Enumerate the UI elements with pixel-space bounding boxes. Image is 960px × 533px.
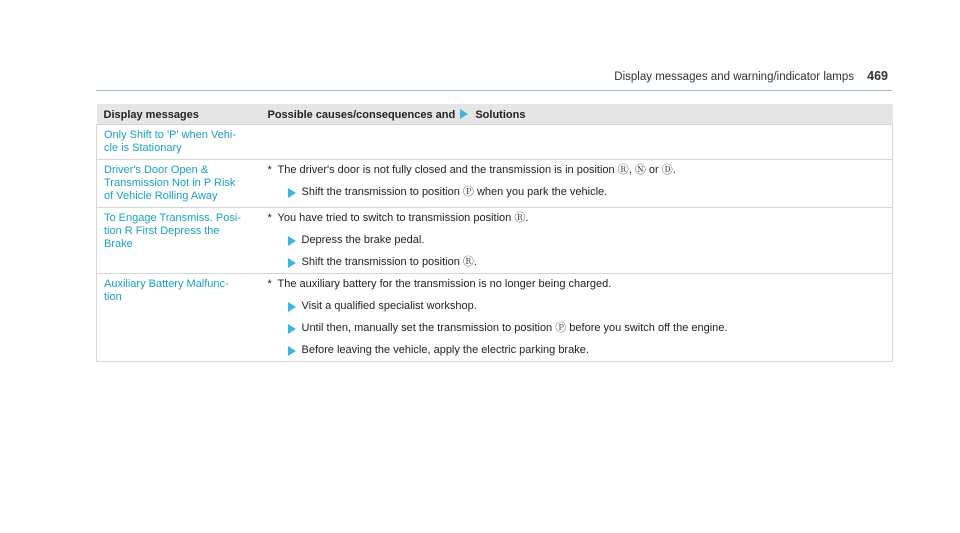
solution-item: [268, 300, 886, 313]
play-arrow-icon: [288, 346, 296, 356]
page-header: [96, 66, 892, 91]
play-arrow-icon: [460, 109, 468, 119]
cause-text: The driver's door is not fully closed and the transmission is in position Ⓡ, Ⓝ or Ⓓ.: [277, 164, 676, 176]
solution-item: [268, 322, 886, 335]
table-row: [97, 160, 893, 208]
solution-text: Shift the transmission to position Ⓟ when you park the vehicle.: [301, 186, 608, 198]
causes-solutions: [261, 125, 893, 160]
cause-item: [268, 212, 886, 225]
column-header-solutions-text: Solutions: [475, 108, 526, 121]
display-message: [97, 208, 261, 274]
solution-text: Until then, manually set the transmission to position Ⓟ before you switch off the engine.: [301, 322, 728, 334]
table-row: [97, 208, 893, 274]
page-number: 469: [867, 69, 888, 83]
display-message-text: Driver's Door Open & Transmission Not in P Risk of Vehicle Rolling Away: [104, 164, 236, 202]
cause-item: [268, 278, 886, 291]
display-message: [97, 160, 261, 208]
asterisk-bullet: *: [267, 212, 272, 224]
column-header-causes: [261, 104, 893, 125]
play-arrow-icon: [288, 188, 296, 198]
solution-text: Shift the transmission to position Ⓡ.: [301, 256, 477, 268]
column-header-messages: Display messages: [97, 104, 261, 125]
display-message-text: Only Shift to 'P' when Vehi- cle is Stationary: [104, 129, 236, 154]
display-message-text: To Engage Transmiss. Posi- tion R First Depress the Brake: [104, 212, 241, 250]
solution-text: Depress the brake pedal.: [301, 234, 425, 246]
solution-item: [268, 256, 886, 269]
causes-solutions: [261, 160, 893, 208]
display-message-text: Auxiliary Battery Malfunc- tion: [104, 278, 229, 303]
column-header-causes-text: Possible causes/consequences and: [267, 108, 456, 121]
play-arrow-icon: [288, 302, 296, 312]
table-row: [97, 125, 893, 160]
table-row: [97, 274, 893, 362]
asterisk-bullet: *: [267, 164, 272, 176]
solution-text: Visit a qualified specialist workshop.: [301, 300, 477, 312]
display-message: [97, 274, 261, 362]
cause-text: You have tried to switch to transmission position Ⓡ.: [277, 212, 529, 224]
table-header-row: [97, 104, 893, 125]
section-title: Display messages and warning/indicator lamps: [614, 71, 854, 83]
solution-item: [268, 186, 886, 199]
causes-solutions: [261, 208, 893, 274]
display-messages-table: [96, 104, 893, 362]
solution-item: [268, 344, 886, 357]
asterisk-bullet: *: [267, 278, 272, 290]
play-arrow-icon: [288, 258, 296, 268]
play-arrow-icon: [288, 236, 296, 246]
play-arrow-icon: [288, 324, 296, 334]
causes-solutions: [261, 274, 893, 362]
cause-item: [268, 164, 886, 177]
solution-item: [268, 234, 886, 247]
cause-text: The auxiliary battery for the transmission is no longer being charged.: [277, 278, 612, 290]
solution-text: Before leaving the vehicle, apply the electric parking brake.: [301, 344, 589, 356]
display-message: [97, 125, 261, 160]
